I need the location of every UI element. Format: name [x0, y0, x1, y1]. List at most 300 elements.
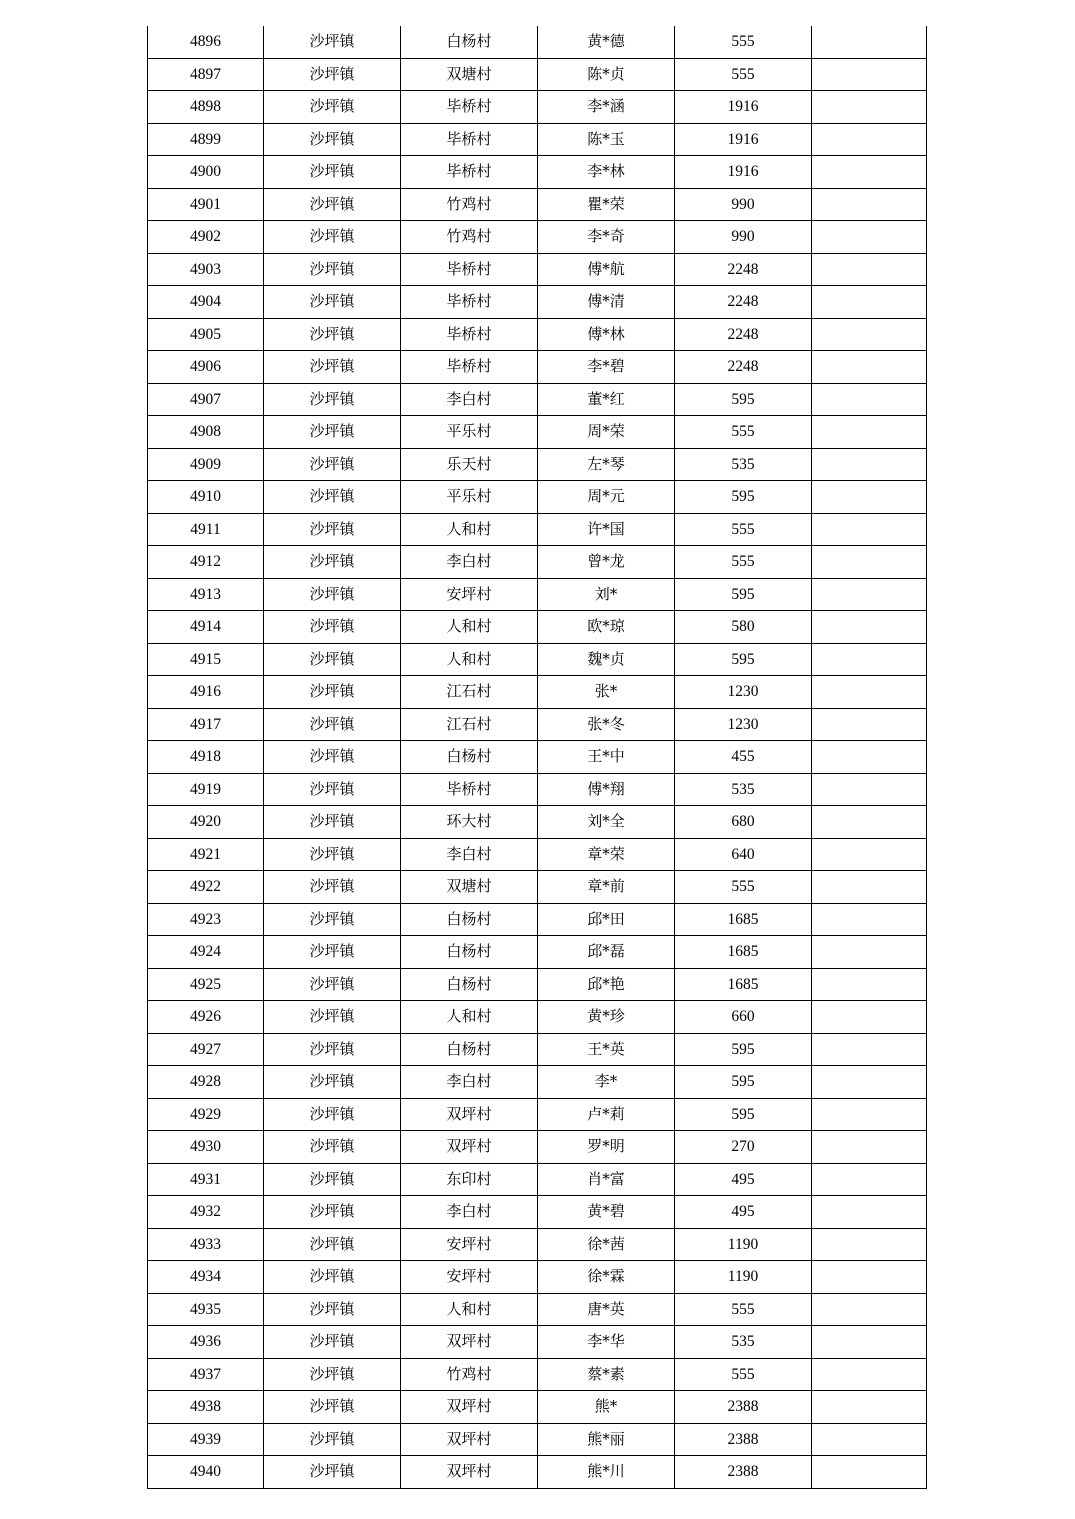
- cell-name: 邱*艳: [538, 968, 675, 1001]
- cell-village: 双塘村: [401, 58, 538, 91]
- cell-name: 张*冬: [538, 708, 675, 741]
- cell-town: 沙坪镇: [264, 1261, 401, 1294]
- cell-amount: 270: [675, 1131, 812, 1164]
- cell-id: 4928: [148, 1066, 264, 1099]
- cell-town: 沙坪镇: [264, 546, 401, 579]
- table-row: [148, 578, 927, 611]
- cell-village: 李白村: [401, 1196, 538, 1229]
- cell-amount: 555: [675, 513, 812, 546]
- cell-note: [812, 1326, 927, 1359]
- table-row: [148, 1098, 927, 1131]
- cell-id: 4937: [148, 1358, 264, 1391]
- cell-name: 罗*明: [538, 1131, 675, 1164]
- cell-amount: 595: [675, 1033, 812, 1066]
- cell-id: 4935: [148, 1293, 264, 1326]
- cell-id: 4939: [148, 1423, 264, 1456]
- cell-id: 4927: [148, 1033, 264, 1066]
- cell-village: 双坪村: [401, 1098, 538, 1131]
- cell-village: 人和村: [401, 643, 538, 676]
- cell-amount: 535: [675, 448, 812, 481]
- cell-town: 沙坪镇: [264, 1358, 401, 1391]
- cell-name: 傅*航: [538, 253, 675, 286]
- table-row: [148, 903, 927, 936]
- cell-village: 双坪村: [401, 1456, 538, 1489]
- table-row: [148, 838, 927, 871]
- cell-town: 沙坪镇: [264, 838, 401, 871]
- table-row: [148, 1163, 927, 1196]
- cell-name: 傅*清: [538, 286, 675, 319]
- cell-note: [812, 188, 927, 221]
- cell-amount: 990: [675, 188, 812, 221]
- cell-note: [812, 513, 927, 546]
- cell-name: 周*元: [538, 481, 675, 514]
- cell-town: 沙坪镇: [264, 1163, 401, 1196]
- cell-village: 安坪村: [401, 1228, 538, 1261]
- cell-amount: 595: [675, 1066, 812, 1099]
- cell-id: 4913: [148, 578, 264, 611]
- cell-note: [812, 1131, 927, 1164]
- cell-town: 沙坪镇: [264, 1456, 401, 1489]
- cell-village: 江石村: [401, 708, 538, 741]
- table-row: [148, 1131, 927, 1164]
- cell-village: 人和村: [401, 1001, 538, 1034]
- cell-town: 沙坪镇: [264, 871, 401, 904]
- cell-name: 李*碧: [538, 351, 675, 384]
- cell-note: [812, 1293, 927, 1326]
- cell-name: 张*: [538, 676, 675, 709]
- cell-village: 双塘村: [401, 871, 538, 904]
- cell-id: 4919: [148, 773, 264, 806]
- cell-name: 唐*英: [538, 1293, 675, 1326]
- cell-amount: 555: [675, 1358, 812, 1391]
- cell-name: 董*红: [538, 383, 675, 416]
- cell-town: 沙坪镇: [264, 513, 401, 546]
- table-row: [148, 513, 927, 546]
- cell-note: [812, 806, 927, 839]
- cell-amount: 555: [675, 416, 812, 449]
- table-row: [148, 1261, 927, 1294]
- cell-amount: 1916: [675, 91, 812, 124]
- table-row: [148, 253, 927, 286]
- cell-note: [812, 123, 927, 156]
- cell-amount: 595: [675, 643, 812, 676]
- cell-note: [812, 1456, 927, 1489]
- cell-amount: 1685: [675, 936, 812, 969]
- cell-town: 沙坪镇: [264, 1066, 401, 1099]
- cell-note: [812, 481, 927, 514]
- cell-note: [812, 773, 927, 806]
- cell-amount: 1916: [675, 123, 812, 156]
- cell-amount: 555: [675, 1293, 812, 1326]
- cell-town: 沙坪镇: [264, 481, 401, 514]
- table-body: [148, 26, 927, 1488]
- cell-id: 4903: [148, 253, 264, 286]
- cell-name: 熊*: [538, 1391, 675, 1424]
- data-table: [147, 26, 927, 1489]
- cell-note: [812, 968, 927, 1001]
- cell-amount: 555: [675, 26, 812, 58]
- cell-village: 李白村: [401, 1066, 538, 1099]
- cell-name: 瞿*荣: [538, 188, 675, 221]
- cell-name: 熊*丽: [538, 1423, 675, 1456]
- table-row: [148, 773, 927, 806]
- cell-town: 沙坪镇: [264, 708, 401, 741]
- cell-name: 黄*碧: [538, 1196, 675, 1229]
- cell-id: 4908: [148, 416, 264, 449]
- cell-village: 李白村: [401, 383, 538, 416]
- cell-id: 4898: [148, 91, 264, 124]
- cell-id: 4932: [148, 1196, 264, 1229]
- table-row: [148, 806, 927, 839]
- cell-village: 人和村: [401, 513, 538, 546]
- cell-town: 沙坪镇: [264, 1423, 401, 1456]
- table-row: [148, 741, 927, 774]
- cell-village: 竹鸡村: [401, 1358, 538, 1391]
- cell-note: [812, 1391, 927, 1424]
- cell-amount: 990: [675, 221, 812, 254]
- cell-town: 沙坪镇: [264, 1001, 401, 1034]
- cell-village: 人和村: [401, 1293, 538, 1326]
- cell-town: 沙坪镇: [264, 123, 401, 156]
- cell-village: 平乐村: [401, 481, 538, 514]
- cell-village: 江石村: [401, 676, 538, 709]
- cell-id: 4914: [148, 611, 264, 644]
- cell-village: 毕桥村: [401, 286, 538, 319]
- cell-note: [812, 1001, 927, 1034]
- cell-note: [812, 741, 927, 774]
- cell-town: 沙坪镇: [264, 1326, 401, 1359]
- cell-town: 沙坪镇: [264, 1228, 401, 1261]
- cell-name: 李*林: [538, 156, 675, 189]
- table-row: [148, 1196, 927, 1229]
- cell-village: 双坪村: [401, 1391, 538, 1424]
- cell-id: 4897: [148, 58, 264, 91]
- cell-note: [812, 643, 927, 676]
- cell-note: [812, 221, 927, 254]
- table-row: [148, 871, 927, 904]
- cell-village: 双坪村: [401, 1326, 538, 1359]
- cell-id: 4931: [148, 1163, 264, 1196]
- table-row: [148, 1033, 927, 1066]
- cell-village: 毕桥村: [401, 156, 538, 189]
- cell-amount: 2248: [675, 318, 812, 351]
- cell-note: [812, 936, 927, 969]
- cell-name: 章*荣: [538, 838, 675, 871]
- cell-name: 曾*龙: [538, 546, 675, 579]
- cell-id: 4900: [148, 156, 264, 189]
- cell-town: 沙坪镇: [264, 611, 401, 644]
- cell-amount: 595: [675, 481, 812, 514]
- cell-amount: 495: [675, 1196, 812, 1229]
- cell-town: 沙坪镇: [264, 351, 401, 384]
- cell-village: 白杨村: [401, 26, 538, 58]
- cell-amount: 2248: [675, 286, 812, 319]
- cell-village: 毕桥村: [401, 773, 538, 806]
- cell-amount: 2248: [675, 351, 812, 384]
- table-row: [148, 643, 927, 676]
- cell-id: 4938: [148, 1391, 264, 1424]
- cell-id: 4905: [148, 318, 264, 351]
- cell-village: 竹鸡村: [401, 221, 538, 254]
- cell-village: 白杨村: [401, 741, 538, 774]
- cell-id: 4915: [148, 643, 264, 676]
- cell-town: 沙坪镇: [264, 578, 401, 611]
- cell-village: 白杨村: [401, 968, 538, 1001]
- cell-village: 白杨村: [401, 903, 538, 936]
- cell-note: [812, 156, 927, 189]
- cell-village: 毕桥村: [401, 253, 538, 286]
- cell-amount: 1916: [675, 156, 812, 189]
- cell-town: 沙坪镇: [264, 318, 401, 351]
- cell-name: 傅*林: [538, 318, 675, 351]
- cell-town: 沙坪镇: [264, 26, 401, 58]
- cell-note: [812, 903, 927, 936]
- cell-amount: 555: [675, 58, 812, 91]
- cell-village: 白杨村: [401, 936, 538, 969]
- cell-amount: 2388: [675, 1391, 812, 1424]
- cell-note: [812, 871, 927, 904]
- cell-name: 王*英: [538, 1033, 675, 1066]
- cell-note: [812, 91, 927, 124]
- table-row: [148, 1326, 927, 1359]
- cell-note: [812, 1228, 927, 1261]
- cell-name: 黄*德: [538, 26, 675, 58]
- table-row: [148, 58, 927, 91]
- cell-note: [812, 1033, 927, 1066]
- cell-town: 沙坪镇: [264, 1098, 401, 1131]
- table-row: [148, 221, 927, 254]
- cell-note: [812, 546, 927, 579]
- table-row: [148, 1001, 927, 1034]
- cell-note: [812, 448, 927, 481]
- cell-amount: 2248: [675, 253, 812, 286]
- cell-amount: 455: [675, 741, 812, 774]
- cell-amount: 2388: [675, 1423, 812, 1456]
- cell-id: 4910: [148, 481, 264, 514]
- table-row: [148, 1391, 927, 1424]
- cell-town: 沙坪镇: [264, 1196, 401, 1229]
- cell-name: 李*奇: [538, 221, 675, 254]
- cell-amount: 1190: [675, 1228, 812, 1261]
- cell-note: [812, 1066, 927, 1099]
- cell-town: 沙坪镇: [264, 1293, 401, 1326]
- cell-id: 4911: [148, 513, 264, 546]
- cell-town: 沙坪镇: [264, 416, 401, 449]
- cell-name: 周*荣: [538, 416, 675, 449]
- table-row: [148, 188, 927, 221]
- cell-name: 王*中: [538, 741, 675, 774]
- cell-amount: 580: [675, 611, 812, 644]
- cell-village: 白杨村: [401, 1033, 538, 1066]
- cell-name: 卢*莉: [538, 1098, 675, 1131]
- cell-name: 李*涵: [538, 91, 675, 124]
- table-row: [148, 448, 927, 481]
- cell-id: 4925: [148, 968, 264, 1001]
- table-row: [148, 286, 927, 319]
- cell-name: 李*: [538, 1066, 675, 1099]
- cell-village: 乐天村: [401, 448, 538, 481]
- table-row: [148, 1456, 927, 1489]
- cell-town: 沙坪镇: [264, 643, 401, 676]
- cell-note: [812, 318, 927, 351]
- cell-name: 熊*川: [538, 1456, 675, 1489]
- cell-town: 沙坪镇: [264, 806, 401, 839]
- cell-name: 章*前: [538, 871, 675, 904]
- cell-id: 4916: [148, 676, 264, 709]
- cell-village: 安坪村: [401, 578, 538, 611]
- cell-id: 4909: [148, 448, 264, 481]
- table-row: [148, 611, 927, 644]
- cell-name: 黄*珍: [538, 1001, 675, 1034]
- table-row: [148, 1228, 927, 1261]
- cell-name: 李*华: [538, 1326, 675, 1359]
- cell-town: 沙坪镇: [264, 1131, 401, 1164]
- cell-village: 人和村: [401, 611, 538, 644]
- cell-name: 徐*茜: [538, 1228, 675, 1261]
- cell-name: 肖*富: [538, 1163, 675, 1196]
- cell-id: 4930: [148, 1131, 264, 1164]
- cell-town: 沙坪镇: [264, 1391, 401, 1424]
- cell-village: 东印村: [401, 1163, 538, 1196]
- cell-village: 双坪村: [401, 1423, 538, 1456]
- cell-id: 4906: [148, 351, 264, 384]
- cell-amount: 660: [675, 1001, 812, 1034]
- cell-note: [812, 351, 927, 384]
- cell-amount: 535: [675, 773, 812, 806]
- table-row: [148, 1066, 927, 1099]
- cell-town: 沙坪镇: [264, 968, 401, 1001]
- cell-note: [812, 611, 927, 644]
- cell-note: [812, 676, 927, 709]
- cell-id: 4922: [148, 871, 264, 904]
- cell-id: 4936: [148, 1326, 264, 1359]
- table-row: [148, 708, 927, 741]
- cell-id: 4934: [148, 1261, 264, 1294]
- cell-town: 沙坪镇: [264, 676, 401, 709]
- table-row: [148, 26, 927, 58]
- cell-town: 沙坪镇: [264, 58, 401, 91]
- cell-village: 环大村: [401, 806, 538, 839]
- table-row: [148, 676, 927, 709]
- cell-town: 沙坪镇: [264, 936, 401, 969]
- cell-town: 沙坪镇: [264, 448, 401, 481]
- cell-amount: 595: [675, 383, 812, 416]
- cell-amount: 1685: [675, 968, 812, 1001]
- table-row: [148, 123, 927, 156]
- cell-id: 4940: [148, 1456, 264, 1489]
- cell-note: [812, 253, 927, 286]
- cell-town: 沙坪镇: [264, 903, 401, 936]
- cell-amount: 1685: [675, 903, 812, 936]
- cell-id: 4920: [148, 806, 264, 839]
- cell-note: [812, 383, 927, 416]
- cell-id: 4917: [148, 708, 264, 741]
- table-row: [148, 1423, 927, 1456]
- cell-id: 4921: [148, 838, 264, 871]
- cell-id: 4923: [148, 903, 264, 936]
- table-row: [148, 1358, 927, 1391]
- cell-id: 4896: [148, 26, 264, 58]
- table-row: [148, 91, 927, 124]
- table-row: [148, 968, 927, 1001]
- cell-id: 4924: [148, 936, 264, 969]
- cell-name: 傅*翔: [538, 773, 675, 806]
- cell-town: 沙坪镇: [264, 741, 401, 774]
- cell-amount: 595: [675, 578, 812, 611]
- cell-amount: 2388: [675, 1456, 812, 1489]
- cell-town: 沙坪镇: [264, 383, 401, 416]
- cell-note: [812, 578, 927, 611]
- cell-note: [812, 58, 927, 91]
- cell-name: 徐*霖: [538, 1261, 675, 1294]
- cell-village: 毕桥村: [401, 91, 538, 124]
- cell-village: 双坪村: [401, 1131, 538, 1164]
- cell-amount: 555: [675, 871, 812, 904]
- cell-amount: 640: [675, 838, 812, 871]
- cell-note: [812, 838, 927, 871]
- cell-village: 竹鸡村: [401, 188, 538, 221]
- cell-amount: 1230: [675, 676, 812, 709]
- cell-id: 4926: [148, 1001, 264, 1034]
- cell-amount: 1190: [675, 1261, 812, 1294]
- cell-amount: 555: [675, 546, 812, 579]
- cell-note: [812, 1261, 927, 1294]
- cell-name: 左*琴: [538, 448, 675, 481]
- cell-id: 4901: [148, 188, 264, 221]
- table-row: [148, 383, 927, 416]
- cell-id: 4902: [148, 221, 264, 254]
- table-row: [148, 156, 927, 189]
- cell-name: 刘*: [538, 578, 675, 611]
- cell-name: 欧*琼: [538, 611, 675, 644]
- cell-amount: 535: [675, 1326, 812, 1359]
- table-row: [148, 318, 927, 351]
- cell-town: 沙坪镇: [264, 221, 401, 254]
- cell-town: 沙坪镇: [264, 156, 401, 189]
- cell-id: 4933: [148, 1228, 264, 1261]
- cell-village: 毕桥村: [401, 123, 538, 156]
- cell-village: 平乐村: [401, 416, 538, 449]
- cell-amount: 1230: [675, 708, 812, 741]
- cell-note: [812, 1098, 927, 1131]
- cell-town: 沙坪镇: [264, 773, 401, 806]
- cell-note: [812, 708, 927, 741]
- cell-note: [812, 1358, 927, 1391]
- cell-note: [812, 416, 927, 449]
- cell-town: 沙坪镇: [264, 253, 401, 286]
- cell-id: 4918: [148, 741, 264, 774]
- cell-name: 陈*贞: [538, 58, 675, 91]
- cell-name: 魏*贞: [538, 643, 675, 676]
- cell-name: 邱*磊: [538, 936, 675, 969]
- cell-id: 4904: [148, 286, 264, 319]
- table-row: [148, 546, 927, 579]
- cell-town: 沙坪镇: [264, 91, 401, 124]
- table-row: [148, 1293, 927, 1326]
- table-row: [148, 481, 927, 514]
- cell-village: 李白村: [401, 546, 538, 579]
- cell-village: 李白村: [401, 838, 538, 871]
- cell-name: 陈*玉: [538, 123, 675, 156]
- cell-name: 许*国: [538, 513, 675, 546]
- cell-town: 沙坪镇: [264, 286, 401, 319]
- cell-amount: 680: [675, 806, 812, 839]
- cell-note: [812, 1163, 927, 1196]
- cell-id: 4929: [148, 1098, 264, 1131]
- cell-name: 邱*田: [538, 903, 675, 936]
- cell-town: 沙坪镇: [264, 188, 401, 221]
- cell-amount: 595: [675, 1098, 812, 1131]
